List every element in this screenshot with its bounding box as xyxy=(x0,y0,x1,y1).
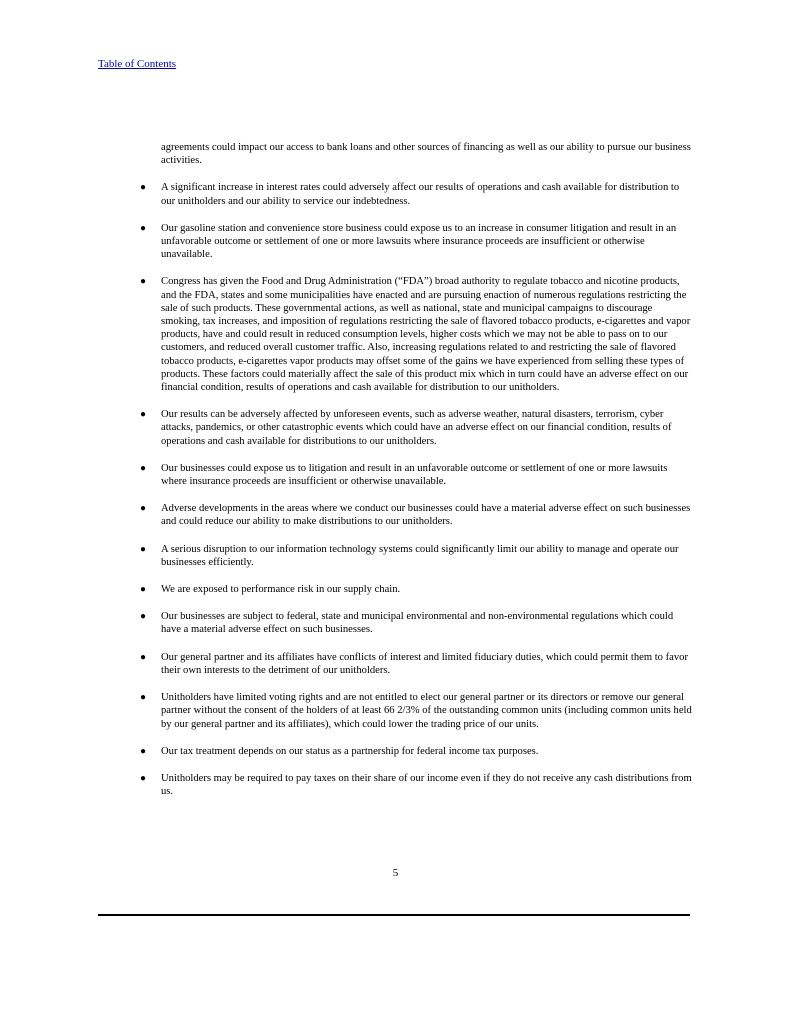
list-item xyxy=(140,610,692,636)
list-item xyxy=(140,745,692,758)
bullet-text: Our businesses are subject to federal, state and municipal environmental and non-environmental regulations which could have a material adverse effect on such businesses. xyxy=(161,611,674,636)
bullet-text: We are exposed to performance risk in our supply chain. xyxy=(161,584,401,596)
page-number: 5 xyxy=(392,867,399,879)
bullet-icon: ● xyxy=(140,182,147,194)
bullet-icon: ● xyxy=(140,584,147,596)
bullet-text: Congress has given the Food and Drug Administration (“FDA”) broad authority to regulate tobacco and nicotine products, and the FDA, states and some municipalities have enacted and are pursuing enaction of numerous regulations restricting the sale of such products. These governmental actions, as well as national, state and municipal campaigns to discourage smoking, tax increases, and imposition of regulations restricting the sale of flavored tobacco products, e-cigarettes and vapor products, have and could result in reduced consumption levels, higher costs which we may not be able to pass on to our customers, and reduced overall customer traffic. Also, increasing regulations related to and restricting the sale of flavored tobacco products, e-cigarettes vapor products may offset some of the gains we have experienced from selling these types of products. These factors could materially affect the sale of this product mix which in turn could have an adverse effect on our financial condition, results of operations and cash available for distribution to our unitholders. xyxy=(161,276,691,394)
bullet-icon: ● xyxy=(140,276,147,288)
bullet-icon: ● xyxy=(140,651,147,663)
bullet-icon: ● xyxy=(140,409,147,421)
list-item xyxy=(140,691,692,731)
bullet-icon: ● xyxy=(140,543,147,555)
list-item xyxy=(140,502,692,528)
list-item xyxy=(140,462,692,488)
intro-paragraph: agreements could impact our access to bank loans and other sources of financing as well as our ability to pursue our business activities. xyxy=(161,142,691,167)
list-item xyxy=(140,275,692,394)
list-item xyxy=(140,583,692,596)
table-of-contents-link[interactable]: Table of Contents xyxy=(98,58,177,70)
list-item xyxy=(140,772,692,798)
bullet-icon: ● xyxy=(140,692,147,704)
bullet-text: Unitholders have limited voting rights and are not entitled to elect our general partner or its directors or remove our general partner without the consent of the holders of at least 66 2/3% of the outstanding common units (including common units held by our general partner and its affiliates), which could lower the trading price of our units. xyxy=(161,692,692,730)
list-item xyxy=(140,651,692,677)
list-item xyxy=(140,222,692,262)
risk-bullet-list xyxy=(140,181,692,798)
bullet-icon: ● xyxy=(140,611,147,623)
bullet-text: Adverse developments in the areas where we conduct our businesses could have a material adverse effect on such businesses and could reduce our ability to make distributions to our unitholders. xyxy=(161,503,691,528)
bullet-text: Our general partner and its affiliates have conflicts of interest and limited fiduciary duties, which could permit them to favor their own interests to the detriment of our unitholders. xyxy=(161,651,688,676)
bullet-icon: ● xyxy=(140,462,147,474)
bullet-text: Unitholders may be required to pay taxes on their share of our income even if they do not receive any cash distributions from us. xyxy=(161,772,692,798)
bullet-text: A serious disruption to our information technology systems could significantly limit our ability to manage and operate our businesses efficiently. xyxy=(161,543,679,568)
bullet-text: Our results can be adversely affected by unforeseen events, such as adverse weather, natural disasters, terrorism, cyber attacks, pandemics, or other catastrophic events which could have an adverse effect on our financial condition, results of operations and cash available for distributions to our unitholders. xyxy=(161,409,672,447)
bullet-icon: ● xyxy=(140,772,147,784)
page-divider xyxy=(98,914,690,916)
list-item xyxy=(140,408,692,448)
list-item xyxy=(140,181,692,207)
list-item xyxy=(140,543,692,569)
bullet-text: Our businesses could expose us to litigation and result in an unfavorable outcome or settlement of one or more lawsuits where insurance proceeds are insufficient or otherwise unavailable. xyxy=(161,462,668,488)
bullet-icon: ● xyxy=(140,745,147,757)
bullet-text: Our gasoline station and convenience store business could expose us to an increase in consumer litigation and result in an unfavorable outcome or settlement of one or more lawsuits where insurance proceeds are insufficient or otherwise unavailable. xyxy=(161,222,677,261)
bullet-icon: ● xyxy=(140,222,147,234)
bullet-icon: ● xyxy=(140,503,147,515)
bullet-text: Our tax treatment depends on our status as a partnership for federal income tax purposes. xyxy=(161,745,539,757)
bullet-text: A significant increase in interest rates could adversely affect our results of operations and cash available for distribution to our unitholders and our ability to service our indebtedness. xyxy=(161,182,680,207)
risk-factors-content xyxy=(140,141,692,798)
